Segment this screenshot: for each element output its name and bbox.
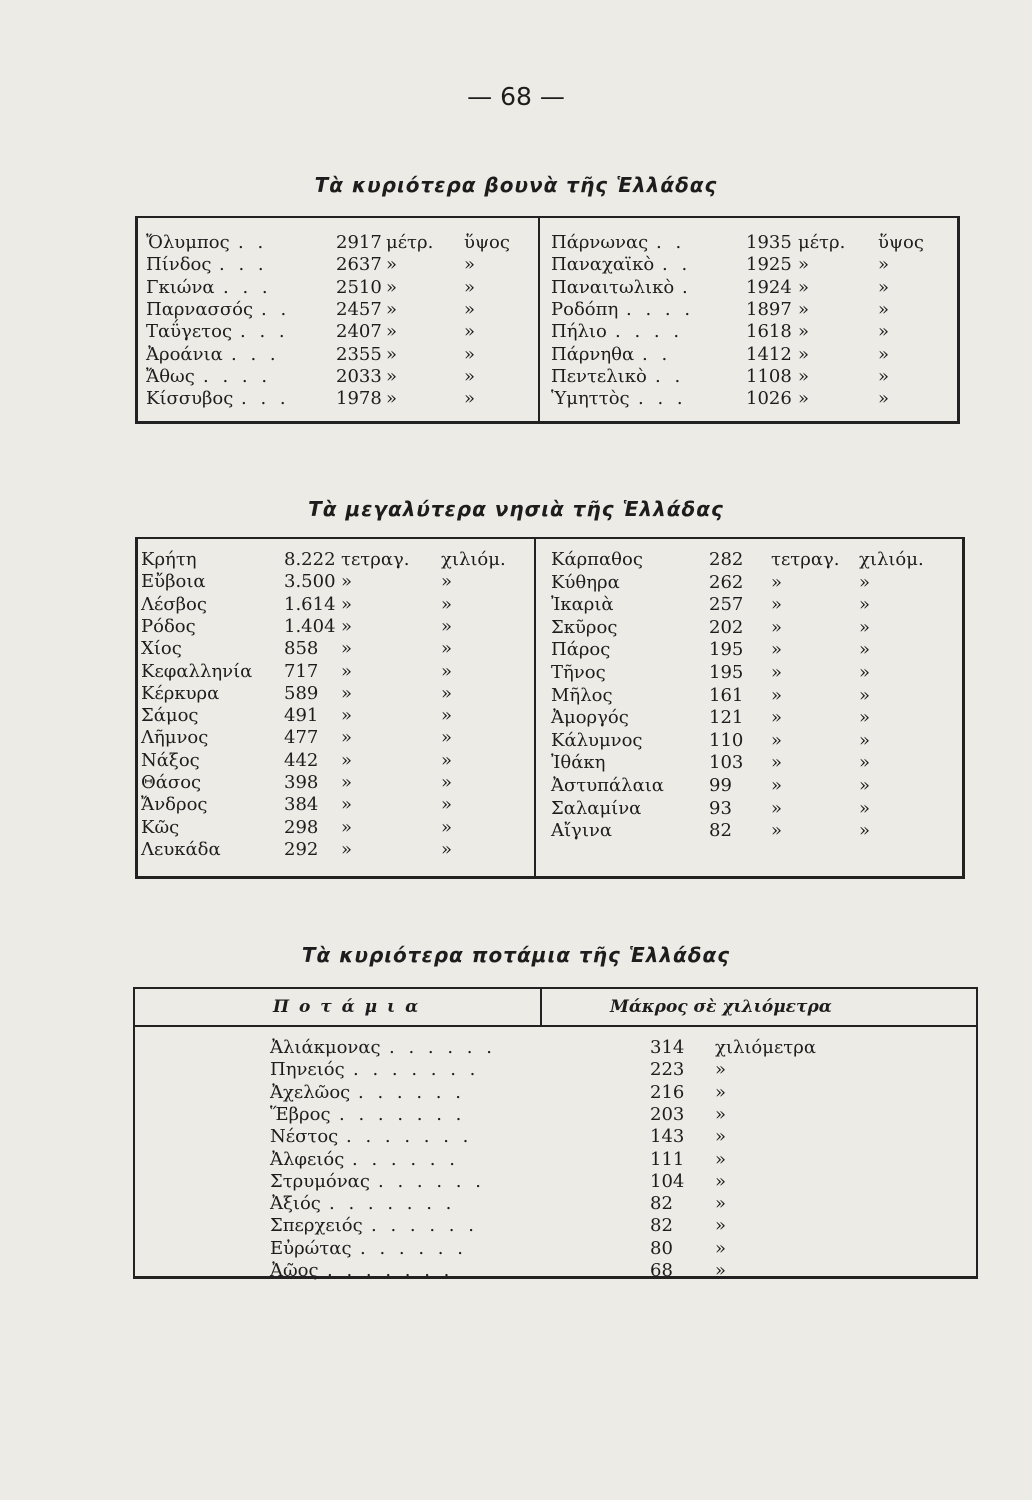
height-unit: » (798, 298, 810, 320)
mountain-name: Πάρνωνας (551, 232, 649, 253)
height-label: » (464, 388, 476, 410)
island-area: 202 (709, 616, 744, 638)
mountain-name: Κίσσυβος (146, 388, 234, 410)
area-unit: » (771, 797, 783, 819)
row-dots: . . . (223, 276, 272, 298)
height-unit: » (386, 298, 398, 320)
river-length: 82 (650, 1215, 673, 1237)
area-label: » (859, 639, 871, 661)
row-dots: . . (261, 298, 291, 320)
area-label: » (441, 682, 453, 704)
mountain-height: 2355 (336, 343, 382, 365)
height-unit: » (386, 321, 398, 343)
mountain-height: 1897 (746, 298, 792, 320)
area-unit: » (341, 593, 353, 615)
area-label: » (859, 797, 871, 819)
river-length: 216 (650, 1081, 685, 1103)
row-dots: . . . (219, 254, 268, 276)
area-label: » (859, 594, 871, 616)
rivers-header-divider (540, 989, 542, 1025)
height-unit: » (386, 254, 398, 276)
island-name: Σκῦρος (551, 616, 618, 638)
area-unit: » (341, 772, 353, 793)
row-dots: . . . . (626, 298, 695, 320)
row-dots: . . . (231, 343, 280, 365)
islands-title: Τὰ μεγαλύτερα νησιὰ τῆς Ἑλλάδας (308, 497, 724, 521)
height-unit: » (386, 343, 398, 365)
island-area: 298 (284, 816, 319, 838)
height-unit: » (798, 254, 810, 276)
area-unit: » (771, 662, 783, 683)
row-dots: . . . . . . . (339, 1103, 466, 1125)
island-name: Λῆμνος (141, 727, 209, 749)
height-label: » (464, 321, 476, 343)
area-label: » (441, 705, 453, 727)
river-name: Ἀλιάκμονας (270, 1037, 381, 1058)
row-dots: . . . . . . . (327, 1260, 454, 1281)
area-label: » (859, 571, 871, 593)
length-unit: » (715, 1148, 727, 1170)
island-area: 3.500 (284, 571, 336, 593)
length-unit: » (715, 1126, 727, 1148)
island-name: Κῶς (141, 816, 180, 838)
island-name: Σαλαμίνα (551, 797, 642, 819)
island-area: 477 (284, 727, 319, 749)
row-dots: . . . . . . (389, 1037, 496, 1058)
island-area: 262 (709, 571, 744, 593)
island-name: Τῆνος (551, 662, 606, 683)
river-length: 68 (650, 1260, 673, 1281)
river-name: Ἀξιός (270, 1193, 321, 1215)
page-number: — 68 — (467, 82, 565, 111)
area-unit: » (341, 682, 353, 704)
mountains-table (135, 216, 960, 424)
row-dots: . . . . . . (371, 1215, 478, 1237)
mountain-height: 2510 (336, 276, 382, 298)
rivers-header-rule (135, 1025, 976, 1027)
island-name: Κεφαλληνία (141, 660, 253, 682)
mountain-name: Ροδόπη (551, 298, 619, 320)
mountain-name: Ἀροάνια (146, 343, 223, 365)
area-label: » (859, 820, 871, 842)
mountain-height: 1978 (336, 388, 382, 410)
row-dots: . . . . . . (358, 1081, 465, 1103)
island-name: Κάρπαθος (551, 549, 643, 570)
island-area: 195 (709, 639, 744, 661)
island-area: 103 (709, 752, 744, 774)
island-area: 717 (284, 660, 319, 682)
island-name: Ἰθάκη (551, 752, 606, 774)
area-unit: » (341, 749, 353, 771)
length-unit: » (715, 1260, 727, 1281)
island-area: 257 (709, 594, 744, 616)
river-length: 314 (650, 1037, 685, 1058)
height-label: » (878, 321, 890, 343)
mountain-height: 1412 (746, 343, 792, 365)
area-unit: » (771, 752, 783, 774)
island-name: Ἀμοργός (551, 707, 629, 729)
area-unit: τετραγ. (341, 549, 410, 570)
area-label: » (441, 571, 453, 593)
height-label: » (878, 298, 890, 320)
area-label: » (859, 752, 871, 774)
area-unit: τετραγ. (771, 549, 840, 570)
height-label: » (464, 343, 476, 365)
area-label: » (859, 684, 871, 706)
mountain-height: 2407 (336, 321, 382, 343)
mountain-height: 1924 (746, 276, 792, 298)
row-dots: . (682, 276, 692, 298)
height-label: » (878, 365, 890, 387)
river-name: Ἕβρος (270, 1103, 331, 1125)
area-label: » (441, 816, 453, 838)
area-label: » (859, 662, 871, 683)
island-name: Λέσβος (141, 593, 207, 615)
rivers-header-name: Π ο τ ά μ ι α (273, 997, 421, 1017)
island-area: 93 (709, 797, 732, 819)
mountain-height: 2917 (336, 232, 382, 253)
mountain-height: 1618 (746, 321, 792, 343)
row-dots: . . . . . . (378, 1170, 485, 1192)
length-unit: » (715, 1170, 727, 1192)
mountains-title: Τὰ κυριότερα βουνὰ τῆς Ἑλλάδας (314, 173, 718, 197)
row-dots: . . . (638, 388, 687, 410)
river-name: Ἀλφειός (270, 1148, 345, 1170)
row-dots: . . (656, 232, 686, 253)
area-unit: » (341, 816, 353, 838)
mountain-height: 1935 (746, 232, 792, 253)
area-unit: » (771, 775, 783, 796)
height-unit: μέτρ. (798, 232, 846, 253)
row-dots: . . . . (203, 365, 272, 387)
height-label: » (464, 365, 476, 387)
mountain-name: Ἄθως (146, 365, 195, 387)
rivers-title: Τὰ κυριότερα ποτάμια τῆς Ἑλλάδας (301, 943, 731, 967)
river-name: Ἀχελῶος (270, 1081, 351, 1103)
height-unit: » (798, 321, 810, 343)
mountain-name: Πάρνηθα (551, 343, 635, 365)
islands-table (135, 537, 965, 879)
length-unit: » (715, 1193, 727, 1215)
area-label: χιλιόμ. (441, 549, 506, 570)
row-dots: . . . . . . . (346, 1126, 473, 1148)
row-dots: . . . . . . . (353, 1059, 480, 1081)
island-name: Θάσος (141, 772, 202, 793)
island-name: Αἴγινα (551, 820, 612, 842)
height-unit: » (386, 365, 398, 387)
area-unit: » (771, 729, 783, 751)
height-label: » (878, 388, 890, 410)
mountain-height: 1108 (746, 365, 792, 387)
length-unit: » (715, 1081, 727, 1103)
length-unit: » (715, 1215, 727, 1237)
river-length: 111 (650, 1148, 685, 1170)
area-label: » (859, 616, 871, 638)
island-area: 858 (284, 638, 319, 660)
river-name: Στρυμόνας (270, 1170, 370, 1192)
height-label: » (878, 343, 890, 365)
length-unit: » (715, 1059, 727, 1081)
height-unit: » (386, 276, 398, 298)
area-unit: » (771, 571, 783, 593)
island-name: Ἀστυπάλαια (551, 775, 664, 796)
river-name: Νέστος (270, 1126, 339, 1148)
mountain-name: Ὑμηττὸς (551, 388, 630, 410)
row-dots: . . . . . . . (329, 1193, 456, 1215)
river-length: 82 (650, 1193, 673, 1215)
height-unit: » (798, 276, 810, 298)
island-area: 398 (284, 772, 319, 793)
area-label: » (859, 775, 871, 796)
island-area: 99 (709, 775, 732, 796)
height-label: » (464, 276, 476, 298)
row-dots: . . (655, 365, 685, 387)
rivers-header-length: Μάκρος σὲ χιλιόμετρα (610, 997, 832, 1017)
island-area: 1.614 (284, 593, 336, 615)
mountain-name: Παναχαϊκὸ (551, 254, 655, 276)
island-area: 1.404 (284, 615, 336, 637)
mountain-name: Παναιτωλικὸ (551, 276, 675, 298)
area-label: χιλιόμ. (859, 549, 924, 570)
mountain-name: Ταΰγετος (146, 321, 233, 343)
island-name: Εὔβοια (141, 571, 206, 593)
island-name: Κύθηρα (551, 571, 620, 593)
area-unit: » (341, 571, 353, 593)
area-label: » (441, 772, 453, 793)
area-unit: » (771, 594, 783, 616)
island-area: 161 (709, 684, 744, 706)
area-label: » (441, 660, 453, 682)
island-name: Ρόδος (141, 615, 196, 637)
island-name: Ἰκαριὰ (551, 594, 614, 616)
river-length: 143 (650, 1126, 685, 1148)
mountains-divider (538, 218, 540, 421)
area-unit: » (341, 660, 353, 682)
island-area: 292 (284, 838, 319, 860)
area-label: » (441, 749, 453, 771)
island-area: 82 (709, 820, 732, 842)
mountain-height: 2033 (336, 365, 382, 387)
area-label: » (441, 838, 453, 860)
island-area: 195 (709, 662, 744, 683)
area-label: » (441, 727, 453, 749)
area-unit: » (771, 616, 783, 638)
island-name: Κάλυμνος (551, 729, 643, 751)
island-area: 589 (284, 682, 319, 704)
area-unit: » (771, 820, 783, 842)
area-label: » (441, 794, 453, 816)
row-dots: . . . . . . (360, 1237, 467, 1259)
area-label: » (441, 615, 453, 637)
mountain-height: 2637 (336, 254, 382, 276)
area-unit: » (771, 684, 783, 706)
islands-divider (534, 539, 536, 876)
river-length: 104 (650, 1170, 685, 1192)
height-label: » (878, 254, 890, 276)
height-label: ὕψος (878, 232, 924, 253)
area-unit: » (341, 615, 353, 637)
river-name: Εὐρώτας (270, 1237, 352, 1259)
area-unit: » (341, 638, 353, 660)
height-unit: » (798, 365, 810, 387)
area-label: » (859, 707, 871, 729)
mountain-height: 1925 (746, 254, 792, 276)
area-unit: » (771, 639, 783, 661)
area-label: » (859, 729, 871, 751)
river-length: 203 (650, 1103, 685, 1125)
mountain-name: Πεντελικὸ (551, 365, 647, 387)
mountain-height: 1026 (746, 388, 792, 410)
island-name: Χίος (141, 638, 182, 660)
island-name: Κέρκυρα (141, 682, 220, 704)
island-area: 384 (284, 794, 319, 816)
island-area: 442 (284, 749, 319, 771)
island-name: Νάξος (141, 749, 200, 771)
river-length: 223 (650, 1059, 685, 1081)
island-area: 491 (284, 705, 319, 727)
length-unit: » (715, 1103, 727, 1125)
rivers-table (133, 987, 978, 1279)
row-dots: . . (238, 232, 268, 253)
island-name: Κρήτη (141, 549, 197, 570)
height-unit: » (798, 388, 810, 410)
row-dots: . . . . (615, 321, 684, 343)
island-area: 282 (709, 549, 744, 570)
height-label: » (464, 298, 476, 320)
height-label: » (464, 254, 476, 276)
mountain-name: Γκιώνα (146, 276, 215, 298)
area-label: » (441, 638, 453, 660)
area-unit: » (341, 794, 353, 816)
mountain-name: Ὄλυμπος (146, 232, 230, 253)
area-unit: » (771, 707, 783, 729)
island-area: 8.222 (284, 549, 336, 570)
island-area: 121 (709, 707, 744, 729)
row-dots: . . . (241, 388, 290, 410)
row-dots: . . . . . . (352, 1148, 459, 1170)
mountain-name: Πήλιο (551, 321, 607, 343)
island-name: Σάμος (141, 705, 199, 727)
mountain-height: 2457 (336, 298, 382, 320)
row-dots: . . (662, 254, 692, 276)
area-label: » (441, 593, 453, 615)
river-length: 80 (650, 1237, 673, 1259)
river-name: Πηνειός (270, 1059, 345, 1081)
river-name: Ἀῶος (270, 1260, 319, 1281)
island-name: Μῆλος (551, 684, 613, 706)
height-label: ὕψος (464, 232, 510, 253)
height-unit: » (798, 343, 810, 365)
island-area: 110 (709, 729, 744, 751)
river-name: Σπερχειός (270, 1215, 363, 1237)
mountain-name: Πίνδος (146, 254, 212, 276)
height-unit: » (386, 388, 398, 410)
island-name: Πάρος (551, 639, 611, 661)
height-label: » (878, 276, 890, 298)
row-dots: . . (642, 343, 672, 365)
area-unit: » (341, 705, 353, 727)
mountain-name: Παρνασσός (146, 298, 254, 320)
length-unit: χιλιόμετρα (715, 1037, 816, 1058)
area-unit: » (341, 727, 353, 749)
row-dots: . . . (240, 321, 289, 343)
island-name: Λευκάδα (141, 838, 221, 860)
length-unit: » (715, 1237, 727, 1259)
height-unit: μέτρ. (386, 232, 434, 253)
area-unit: » (341, 838, 353, 860)
island-name: Ἄνδρος (141, 794, 208, 816)
